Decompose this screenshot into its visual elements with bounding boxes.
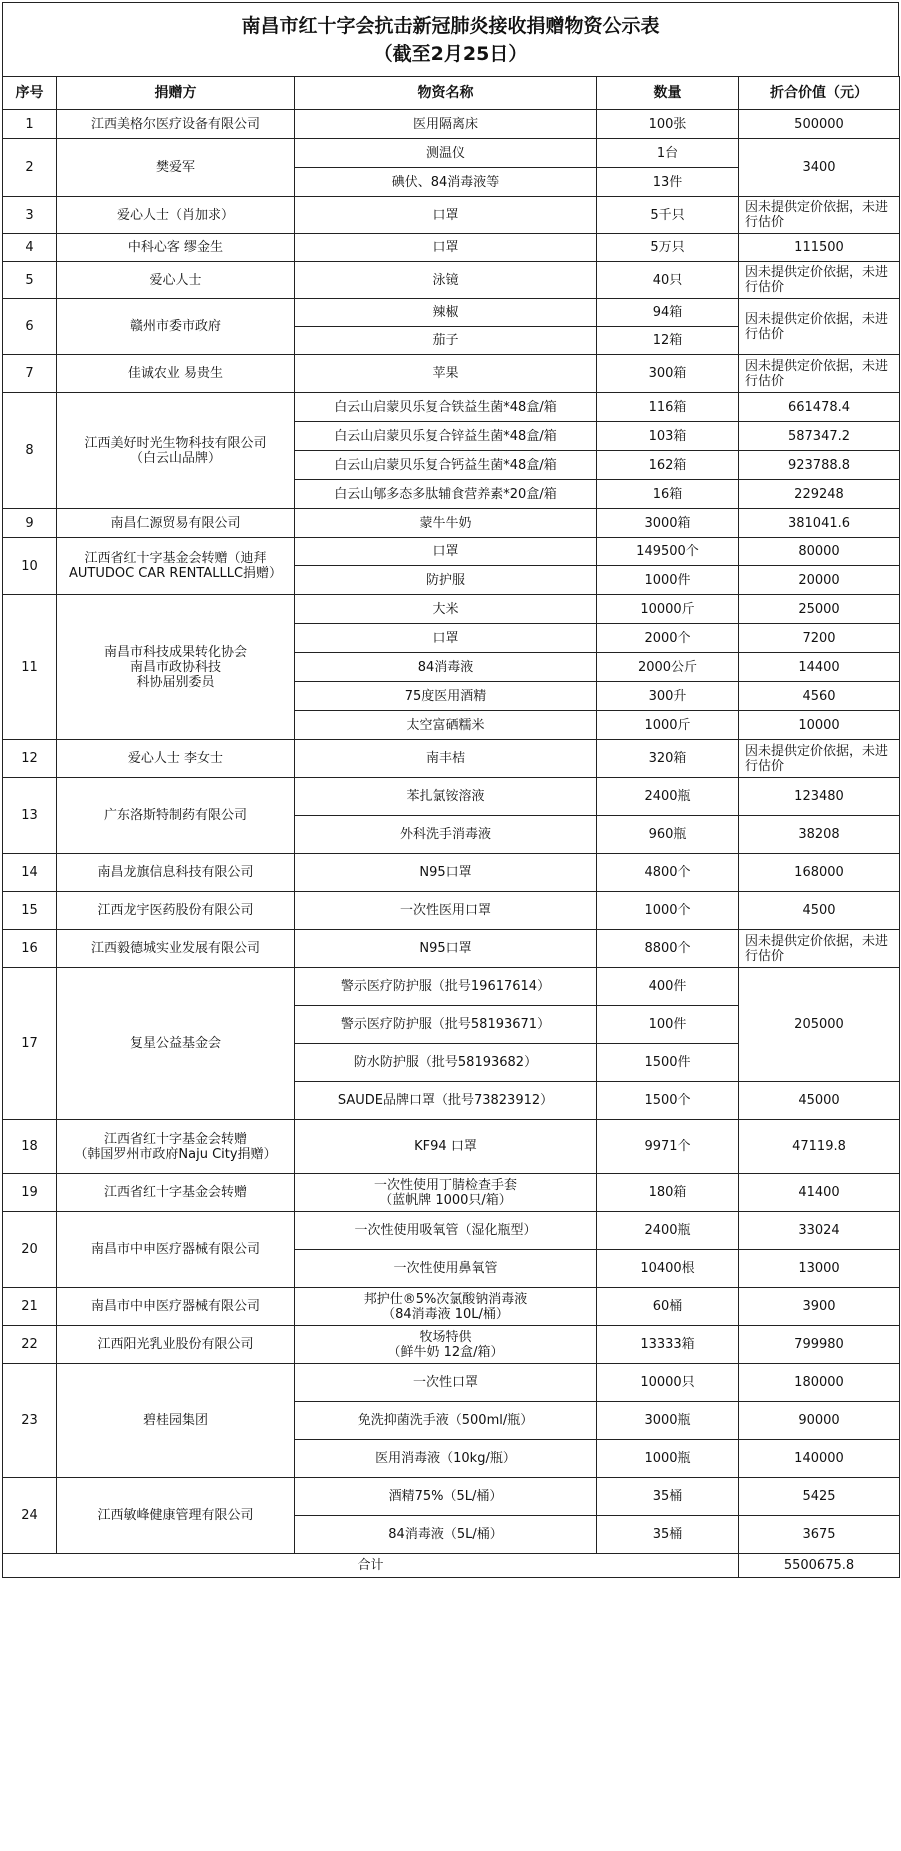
table-row: [3, 1288, 900, 1326]
item-qty: 1台: [597, 139, 739, 168]
item-name: 外科洗手消毒液: [295, 816, 597, 854]
value-cell: 因未提供定价依据，未进行估价: [739, 740, 900, 778]
donor-cell: 佳诚农业 易贵生: [57, 355, 295, 393]
donor-cell: 南昌市中申医疗器械有限公司: [57, 1212, 295, 1288]
donor-cell: 爱心人士（肖加求）: [57, 197, 295, 234]
table-row: [3, 740, 900, 778]
value-cell: 123480: [739, 778, 900, 816]
total-row: [3, 1554, 900, 1578]
item-name: 警示医疗防护服（批号58193671）: [295, 1006, 597, 1044]
value-cell: 4560: [739, 682, 900, 711]
row-number: 20: [3, 1212, 57, 1288]
donor-cell: 江西敏峰健康管理有限公司: [57, 1478, 295, 1554]
item-name: 苯扎氯铵溶液: [295, 778, 597, 816]
item-name: 蒙牛牛奶: [295, 509, 597, 538]
value-cell: 因未提供定价依据，未进行估价: [739, 197, 900, 234]
donor-cell: 复星公益基金会: [57, 968, 295, 1120]
item-name: 白云山启蒙贝乐复合锌益生菌*48盒/箱: [295, 422, 597, 451]
item-qty: 5万只: [597, 234, 739, 262]
item-qty: 10000只: [597, 1364, 739, 1402]
row-number: 8: [3, 393, 57, 509]
item-name: 84消毒液（5L/桶）: [295, 1516, 597, 1554]
donor-cell: 中科心客 缪金生: [57, 234, 295, 262]
value-cell: 47119.8: [739, 1120, 900, 1174]
item-name: 防护服: [295, 566, 597, 595]
item-name: 口罩: [295, 624, 597, 653]
item-qty: 300升: [597, 682, 739, 711]
row-number: 9: [3, 509, 57, 538]
row-number: 2: [3, 139, 57, 197]
donor-cell: 赣州市委市政府: [57, 299, 295, 355]
row-number: 1: [3, 110, 57, 139]
table-row: [3, 262, 900, 299]
item-name: 一次性医用口罩: [295, 892, 597, 930]
item-name: 泳镜: [295, 262, 597, 299]
item-name: 口罩: [295, 538, 597, 566]
row-number: 24: [3, 1478, 57, 1554]
table-row: [3, 538, 900, 566]
item-name: 辣椒: [295, 299, 597, 327]
item-qty: 60桶: [597, 1288, 739, 1326]
item-qty: 103箱: [597, 422, 739, 451]
item-qty: 5千只: [597, 197, 739, 234]
item-name: SAUDE品牌口罩（批号73823912）: [295, 1082, 597, 1120]
value-cell: 111500: [739, 234, 900, 262]
total-label: 合计: [3, 1554, 739, 1578]
table-row: [3, 595, 900, 624]
table-row: [3, 1326, 900, 1364]
item-name: 一次性口罩: [295, 1364, 597, 1402]
item-name: 医用消毒液（10kg/瓶）: [295, 1440, 597, 1478]
table-row: [3, 299, 900, 327]
table-row: [3, 197, 900, 234]
item-qty: 2400瓶: [597, 778, 739, 816]
item-name: N95口罩: [295, 854, 597, 892]
item-qty: 16箱: [597, 480, 739, 509]
item-name: KF94 口罩: [295, 1120, 597, 1174]
donor-cell: 江西省红十字基金会转赠 （韩国罗州市政府Naju City捐赠）: [57, 1120, 295, 1174]
donor-cell: 广东洛斯特制药有限公司: [57, 778, 295, 854]
item-qty: 3000瓶: [597, 1402, 739, 1440]
item-qty: 100张: [597, 110, 739, 139]
title-main: 南昌市红十字会抗击新冠肺炎接收捐赠物资公示表: [241, 14, 660, 37]
value-cell: 5425: [739, 1478, 900, 1516]
row-number: 6: [3, 299, 57, 355]
item-qty: 35桶: [597, 1516, 739, 1554]
donor-cell: 江西省红十字基金会转赠: [57, 1174, 295, 1212]
row-number: 16: [3, 930, 57, 968]
item-name: 邦护仕®5%次氯酸钠消毒液 （84消毒液 10L/桶）: [295, 1288, 597, 1326]
item-name: 口罩: [295, 197, 597, 234]
item-qty: 2000个: [597, 624, 739, 653]
item-qty: 40只: [597, 262, 739, 299]
item-qty: 10000斤: [597, 595, 739, 624]
item-name: 医用隔离床: [295, 110, 597, 139]
table-row: [3, 1478, 900, 1516]
value-cell: 33024: [739, 1212, 900, 1250]
table-title: [2, 2, 899, 76]
value-cell: 229248: [739, 480, 900, 509]
item-qty: 10400根: [597, 1250, 739, 1288]
donor-cell: 南昌市科技成果转化协会 南昌市政协科技 科协届别委员: [57, 595, 295, 740]
item-name: 75度医用酒精: [295, 682, 597, 711]
donor-cell: 江西毅德城实业发展有限公司: [57, 930, 295, 968]
table-row: [3, 778, 900, 816]
row-number: 14: [3, 854, 57, 892]
item-qty: 13件: [597, 168, 739, 197]
row-number: 3: [3, 197, 57, 234]
header-row: [3, 77, 900, 110]
item-name: 白云山启蒙贝乐复合钙益生菌*48盒/箱: [295, 451, 597, 480]
table-row: [3, 1120, 900, 1174]
donor-cell: 爱心人士 李女士: [57, 740, 295, 778]
value-cell: 500000: [739, 110, 900, 139]
value-cell: 因未提供定价依据，未进行估价: [739, 262, 900, 299]
table-row: [3, 1174, 900, 1212]
title-date: （截至2月25日）: [373, 42, 528, 65]
donor-cell: 江西省红十字基金会转赠（迪拜 AUTUDOC CAR RENTALLLC捐赠）: [57, 538, 295, 595]
row-number: 12: [3, 740, 57, 778]
value-cell: 661478.4: [739, 393, 900, 422]
table-row: [3, 139, 900, 168]
donation-sheet: [2, 2, 899, 1578]
total-value: 5500675.8: [739, 1554, 900, 1578]
item-name: 南丰桔: [295, 740, 597, 778]
item-qty: 100件: [597, 1006, 739, 1044]
item-qty: 149500个: [597, 538, 739, 566]
item-name: 测温仪: [295, 139, 597, 168]
item-qty: 8800个: [597, 930, 739, 968]
value-cell: 14400: [739, 653, 900, 682]
value-cell: 587347.2: [739, 422, 900, 451]
table-row: [3, 234, 900, 262]
item-name: 警示医疗防护服（批号19617614）: [295, 968, 597, 1006]
table-row: [3, 110, 900, 139]
value-cell: 90000: [739, 1402, 900, 1440]
item-qty: 1000个: [597, 892, 739, 930]
header-item: 物资名称: [295, 77, 597, 110]
value-cell: 45000: [739, 1082, 900, 1120]
item-name: 茄子: [295, 327, 597, 355]
item-name: 免洗抑菌洗手液（500ml/瓶）: [295, 1402, 597, 1440]
item-name: 碘伏、84消毒液等: [295, 168, 597, 197]
header-no: 序号: [3, 77, 57, 110]
item-qty: 1000斤: [597, 711, 739, 740]
value-cell: 因未提供定价依据，未进行估价: [739, 299, 900, 355]
table-body: [3, 110, 900, 1578]
row-number: 18: [3, 1120, 57, 1174]
value-cell: 923788.8: [739, 451, 900, 480]
item-qty: 1500个: [597, 1082, 739, 1120]
value-cell: 3400: [739, 139, 900, 197]
row-number: 4: [3, 234, 57, 262]
item-qty: 2000公斤: [597, 653, 739, 682]
row-number: 22: [3, 1326, 57, 1364]
item-name: 太空富硒糯米: [295, 711, 597, 740]
item-name: 84消毒液: [295, 653, 597, 682]
row-number: 21: [3, 1288, 57, 1326]
value-cell: 180000: [739, 1364, 900, 1402]
row-number: 13: [3, 778, 57, 854]
item-qty: 180箱: [597, 1174, 739, 1212]
item-qty: 1000瓶: [597, 1440, 739, 1478]
table-row: [3, 393, 900, 422]
item-qty: 3000箱: [597, 509, 739, 538]
row-number: 10: [3, 538, 57, 595]
row-number: 5: [3, 262, 57, 299]
item-name: 口罩: [295, 234, 597, 262]
item-qty: 9971个: [597, 1120, 739, 1174]
donor-cell: 江西阳光乳业股份有限公司: [57, 1326, 295, 1364]
donor-cell: 樊爱军: [57, 139, 295, 197]
row-number: 7: [3, 355, 57, 393]
item-name: 苹果: [295, 355, 597, 393]
item-qty: 94箱: [597, 299, 739, 327]
item-name: 白云山启蒙贝乐复合铁益生菌*48盒/箱: [295, 393, 597, 422]
item-name: 大米: [295, 595, 597, 624]
value-cell: 799980: [739, 1326, 900, 1364]
table-row: [3, 355, 900, 393]
item-name: 防水防护服（批号58193682）: [295, 1044, 597, 1082]
value-cell: 20000: [739, 566, 900, 595]
table-row: [3, 1364, 900, 1402]
header-value: 折合价值（元）: [739, 77, 900, 110]
row-number: 15: [3, 892, 57, 930]
table-row: [3, 892, 900, 930]
item-qty: 116箱: [597, 393, 739, 422]
value-cell: 4500: [739, 892, 900, 930]
item-name: 牧场特供 （鲜牛奶 12盒/箱）: [295, 1326, 597, 1364]
item-name: 白云山郇多态多肽辅食营养素*20盒/箱: [295, 480, 597, 509]
donor-cell: 爱心人士: [57, 262, 295, 299]
value-cell: 3675: [739, 1516, 900, 1554]
donor-cell: 南昌仁源贸易有限公司: [57, 509, 295, 538]
donor-cell: 南昌市中申医疗器械有限公司: [57, 1288, 295, 1326]
item-qty: 12箱: [597, 327, 739, 355]
value-cell: 168000: [739, 854, 900, 892]
row-number: 23: [3, 1364, 57, 1478]
value-cell: 381041.6: [739, 509, 900, 538]
item-qty: 960瓶: [597, 816, 739, 854]
table-row: [3, 509, 900, 538]
table-row: [3, 1212, 900, 1250]
table-row: [3, 854, 900, 892]
item-name: 一次性使用鼻氧管: [295, 1250, 597, 1288]
table-row: [3, 930, 900, 968]
donation-table: [2, 76, 900, 1578]
value-cell: 38208: [739, 816, 900, 854]
item-name: 一次性使用吸氧管（湿化瓶型）: [295, 1212, 597, 1250]
donor-cell: 江西美格尔医疗设备有限公司: [57, 110, 295, 139]
value-cell: 7200: [739, 624, 900, 653]
row-number: 11: [3, 595, 57, 740]
donor-cell: 江西龙宇医药股份有限公司: [57, 892, 295, 930]
item-qty: 162箱: [597, 451, 739, 480]
donor-cell: 南昌龙旗信息科技有限公司: [57, 854, 295, 892]
value-cell: 13000: [739, 1250, 900, 1288]
value-cell: 41400: [739, 1174, 900, 1212]
item-qty: 4800个: [597, 854, 739, 892]
header-donor: 捐赠方: [57, 77, 295, 110]
row-number: 17: [3, 968, 57, 1120]
value-cell: 25000: [739, 595, 900, 624]
item-qty: 13333箱: [597, 1326, 739, 1364]
item-name: 一次性使用丁腈检查手套 （蓝帆牌 1000只/箱）: [295, 1174, 597, 1212]
value-cell: 140000: [739, 1440, 900, 1478]
donor-cell: 碧桂园集团: [57, 1364, 295, 1478]
table-row: [3, 968, 900, 1006]
item-name: N95口罩: [295, 930, 597, 968]
value-cell: 205000: [739, 968, 900, 1082]
header-qty: 数量: [597, 77, 739, 110]
value-cell: 10000: [739, 711, 900, 740]
item-qty: 400件: [597, 968, 739, 1006]
item-qty: 320箱: [597, 740, 739, 778]
value-cell: 3900: [739, 1288, 900, 1326]
value-cell: 80000: [739, 538, 900, 566]
donor-cell: 江西美好时光生物科技有限公司 （白云山品牌）: [57, 393, 295, 509]
value-cell: 因未提供定价依据，未进行估价: [739, 355, 900, 393]
item-qty: 2400瓶: [597, 1212, 739, 1250]
item-qty: 1000件: [597, 566, 739, 595]
row-number: 19: [3, 1174, 57, 1212]
item-qty: 35桶: [597, 1478, 739, 1516]
item-qty: 1500件: [597, 1044, 739, 1082]
item-qty: 300箱: [597, 355, 739, 393]
item-name: 酒精75%（5L/桶）: [295, 1478, 597, 1516]
value-cell: 因未提供定价依据，未进行估价: [739, 930, 900, 968]
